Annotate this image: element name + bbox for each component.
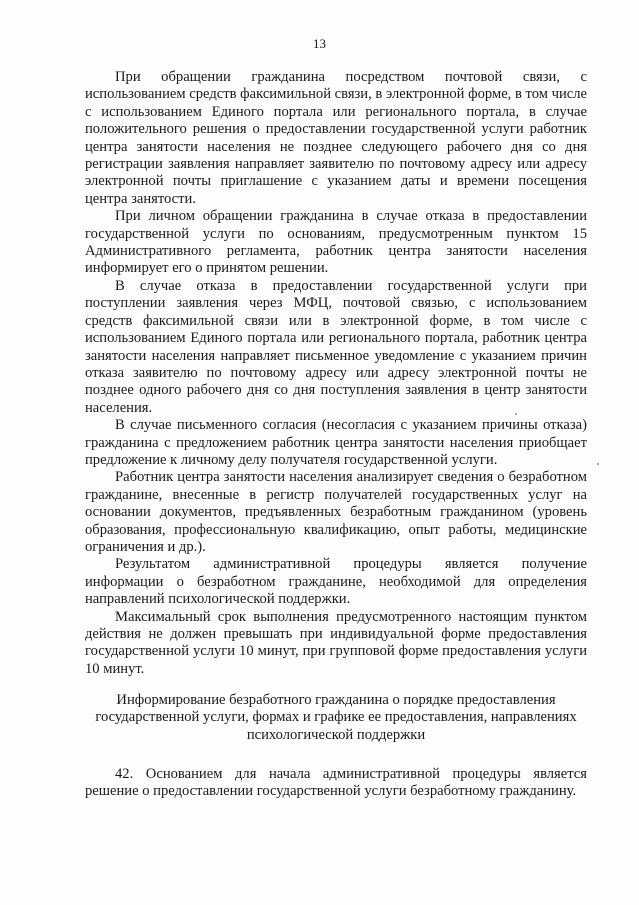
scan-speck [515,413,517,415]
body-text [85,69,587,678]
paragraph: Работник центра занятости населения анализирует сведения о безработном гражданине, внесенные в регистр получателей государственных услуг на основании документов, предъявленных безработным гражданином (уровень образования, профессиональную квалификацию, опыт работы, медицинские ограничения и др.). [85,469,587,555]
page-number: 13 [313,36,326,51]
section-heading [85,692,587,744]
scan-speck [597,463,599,465]
paragraph: При личном обращении гражданина в случае отказа в предоставлении государственной услуги по основаниям, предусмотренным пунктом 15 Административного регламента, работник центра занятости населения информирует его о принятом решении. [85,208,587,277]
section-heading-text: Информирование безработного гражданина о порядке предоставления государственной услуги, формах и графике ее предоставления, направлениях психологической поддержки [95,692,577,743]
paragraph: В случае письменного согласия (несогласия с указанием причины отказа) гражданина с предложением работник центра занятости населения приобщает предложение к личному делу получателя государственной услуги. [85,417,587,468]
paragraph: В случае отказа в предоставлении государственной услуги при поступлении заявления через МФЦ, почтовой связью, с использованием средств факсимильной связи или в электронной форме, в том числе с использованием Единого портала или регионального портала, работник центра занятости населения направляет письменное уведомление с указанием причин отказа заявителю по почтовому адресу или адресу электронной почты не позднее одного рабочего дня со дня поступления заявления в центр занятости населения. [85,277,587,416]
paragraph: При обращении гражданина посредством почтовой связи, с использованием средств факсимильной связи, в электронной форме, в том числе с использованием Единого портала или регионального портала, в случае положительного решения о предоставлении государственной услуги работник центра занятости населения не позднее следующего рабочего дня со дня регистрации заявления направляет заявителю по почтовому адресу или адресу электронной почты приглашение с указанием даты и времени посещения центра занятости. [85,69,587,207]
paragraph: Результатом административной процедуры является получение информации о безработном гражданине, необходимой для определения направлений психологической поддержки. [85,556,587,608]
closing-text [85,766,587,801]
paragraph: 42. Основанием для начала административной процедуры является решение о предоставлении государственной услуги безработному гражданину. [85,766,587,800]
paragraph: Максимальный срок выполнения предусмотренного настоящим пунктом действия не должен превышать при индивидуальной форме предоставления государственной услуги 10 минут, при групповой форме предоставления услуги 10 минут. [85,608,587,677]
